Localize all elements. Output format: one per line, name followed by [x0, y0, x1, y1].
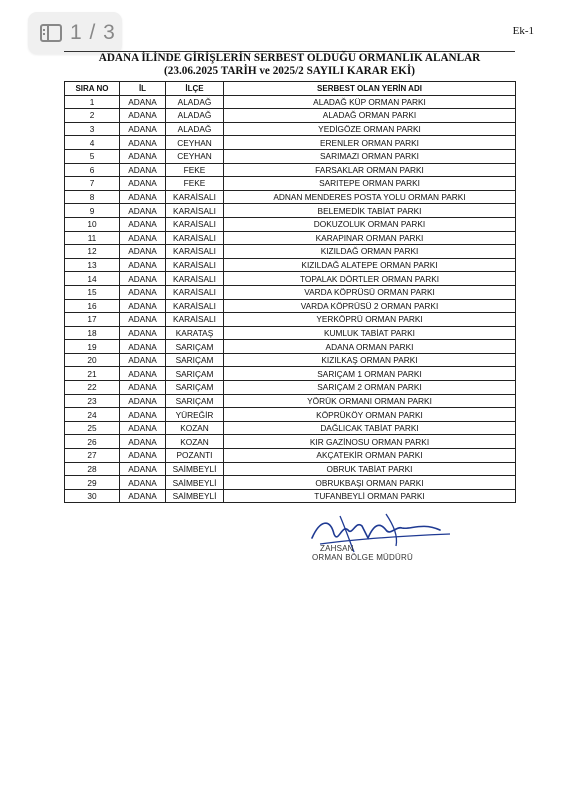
signature-block — [312, 544, 413, 562]
cell-yer-adi: YÖRÜK ORMANI ORMAN PARKI — [224, 394, 516, 408]
cell-ilce: YÜREĞİR — [166, 408, 224, 422]
cell-il: ADANA — [120, 367, 166, 381]
cell-yer-adi: OBRUKBAŞI ORMAN PARKI — [224, 476, 516, 490]
cell-sira-no: 16 — [65, 299, 120, 313]
cell-ilce: POZANTI — [166, 449, 224, 463]
signature-title: ORMAN BÖLGE MÜDÜRÜ — [312, 553, 413, 562]
cell-sira-no: 5 — [65, 149, 120, 163]
table-row — [65, 231, 516, 245]
table-row — [65, 313, 516, 327]
cell-ilce: KARAİSALI — [166, 285, 224, 299]
cell-sira-no: 1 — [65, 95, 120, 109]
cell-ilce: KOZAN — [166, 435, 224, 449]
table-row — [65, 381, 516, 395]
cell-yer-adi: SARIMAZI ORMAN PARKI — [224, 149, 516, 163]
cell-ilce: KARAİSALI — [166, 258, 224, 272]
cell-yer-adi: DOKUZOLUK ORMAN PARKI — [224, 217, 516, 231]
cell-ilce: KOZAN — [166, 421, 224, 435]
cell-yer-adi: KIZILDAĞ ALATEPE ORMAN PARKI — [224, 258, 516, 272]
cell-sira-no: 21 — [65, 367, 120, 381]
title-line-2: (23.06.2025 TARİH ve 2025/2 SAYILI KARAR EKİ) — [164, 65, 415, 77]
cell-yer-adi: AKÇATEKİR ORMAN PARKI — [224, 449, 516, 463]
cell-il: ADANA — [120, 258, 166, 272]
sidebar-toggle-icon[interactable] — [40, 24, 62, 42]
table-row — [65, 285, 516, 299]
table-row — [65, 163, 516, 177]
cell-sira-no: 8 — [65, 190, 120, 204]
cell-yer-adi: FARSAKLAR ORMAN PARKI — [224, 163, 516, 177]
table-row — [65, 204, 516, 218]
cell-ilce: ALADAĞ — [166, 95, 224, 109]
cell-ilce: SAİMBEYLİ — [166, 462, 224, 476]
cell-ilce: KARAİSALI — [166, 313, 224, 327]
cell-il: ADANA — [120, 190, 166, 204]
cell-sira-no: 28 — [65, 462, 120, 476]
cell-il: ADANA — [120, 285, 166, 299]
cell-il: ADANA — [120, 381, 166, 395]
cell-yer-adi: TUFANBEYLİ ORMAN PARKI — [224, 489, 516, 503]
table-body — [65, 95, 516, 503]
cell-yer-adi: KIZILKAŞ ORMAN PARKI — [224, 353, 516, 367]
cell-sira-no: 11 — [65, 231, 120, 245]
cell-il: ADANA — [120, 449, 166, 463]
cell-ilce: KARATAŞ — [166, 326, 224, 340]
cell-ilce: SARIÇAM — [166, 394, 224, 408]
cell-ilce: SARIÇAM — [166, 340, 224, 354]
cell-sira-no: 4 — [65, 136, 120, 150]
cell-sira-no: 12 — [65, 245, 120, 259]
cell-sira-no: 15 — [65, 285, 120, 299]
cell-ilce: SARIÇAM — [166, 381, 224, 395]
cell-yer-adi: KIR GAZİNOSU ORMAN PARKI — [224, 435, 516, 449]
cell-ilce: KARAİSALI — [166, 231, 224, 245]
column-header-sira-no: SIRA NO — [65, 82, 120, 96]
table-row — [65, 245, 516, 259]
cell-il: ADANA — [120, 489, 166, 503]
cell-yer-adi: VARDA KÖPRÜSÜ 2 ORMAN PARKI — [224, 299, 516, 313]
cell-yer-adi: ALADAĞ ORMAN PARKI — [224, 109, 516, 123]
cell-yer-adi: ADANA ORMAN PARKI — [224, 340, 516, 354]
table-header-row — [65, 82, 516, 96]
cell-ilce: KARAİSALI — [166, 204, 224, 218]
cell-il: ADANA — [120, 313, 166, 327]
table-row — [65, 476, 516, 490]
table-row — [65, 177, 516, 191]
annex-label: Ek-1 — [512, 25, 534, 37]
signature-name: ZAHSAN — [320, 544, 354, 553]
cell-sira-no: 22 — [65, 381, 120, 395]
title-line-1: ADANA İLİNDE GİRİŞLERİN SERBEST OLDUĞU ORMANLIK ALANLAR — [98, 52, 481, 64]
cell-il: ADANA — [120, 408, 166, 422]
cell-sira-no: 3 — [65, 122, 120, 136]
cell-yer-adi: OBRUK TABİAT PARKI — [224, 462, 516, 476]
cell-sira-no: 23 — [65, 394, 120, 408]
cell-sira-no: 17 — [65, 313, 120, 327]
table-row — [65, 353, 516, 367]
document-title — [64, 52, 515, 78]
table-row — [65, 136, 516, 150]
table-row — [65, 449, 516, 463]
page-counter: 1 / 3 — [70, 21, 116, 44]
cell-sira-no: 29 — [65, 476, 120, 490]
cell-il: ADANA — [120, 421, 166, 435]
cell-yer-adi: KIZILDAĞ ORMAN PARKI — [224, 245, 516, 259]
table-row — [65, 190, 516, 204]
cell-yer-adi: KÖPRÜKÖY ORMAN PARKI — [224, 408, 516, 422]
cell-sira-no: 30 — [65, 489, 120, 503]
cell-ilce: CEYHAN — [166, 136, 224, 150]
cell-sira-no: 13 — [65, 258, 120, 272]
cell-sira-no: 2 — [65, 109, 120, 123]
table-row — [65, 435, 516, 449]
cell-il: ADANA — [120, 245, 166, 259]
cell-sira-no: 14 — [65, 272, 120, 286]
cell-yer-adi: ALADAĞ KÜP ORMAN PARKI — [224, 95, 516, 109]
cell-yer-adi: YERKÖPRÜ ORMAN PARKI — [224, 313, 516, 327]
cell-ilce: SARIÇAM — [166, 367, 224, 381]
cell-sira-no: 6 — [65, 163, 120, 177]
cell-ilce: KARAİSALI — [166, 299, 224, 313]
cell-sira-no: 24 — [65, 408, 120, 422]
table-row — [65, 394, 516, 408]
table-row — [65, 109, 516, 123]
table-row — [65, 367, 516, 381]
cell-yer-adi: ADNAN MENDERES POSTA YOLU ORMAN PARKI — [224, 190, 516, 204]
cell-sira-no: 9 — [65, 204, 120, 218]
table-row — [65, 122, 516, 136]
cell-il: ADANA — [120, 435, 166, 449]
cell-sira-no: 27 — [65, 449, 120, 463]
cell-yer-adi: SARIÇAM 2 ORMAN PARKI — [224, 381, 516, 395]
table-row — [65, 149, 516, 163]
cell-sira-no: 20 — [65, 353, 120, 367]
cell-yer-adi: YEDİGÖZE ORMAN PARKI — [224, 122, 516, 136]
cell-ilce: ALADAĞ — [166, 109, 224, 123]
column-header-il: İL — [120, 82, 166, 96]
cell-ilce: FEKE — [166, 163, 224, 177]
forest-areas-table — [64, 81, 516, 503]
cell-ilce: FEKE — [166, 177, 224, 191]
cell-il: ADANA — [120, 109, 166, 123]
table-row — [65, 95, 516, 109]
cell-yer-adi: ERENLER ORMAN PARKI — [224, 136, 516, 150]
cell-yer-adi: DAĞLICAK TABİAT PARKI — [224, 421, 516, 435]
cell-ilce: ALADAĞ — [166, 122, 224, 136]
cell-il: ADANA — [120, 353, 166, 367]
cell-ilce: KARAİSALI — [166, 217, 224, 231]
cell-il: ADANA — [120, 95, 166, 109]
cell-il: ADANA — [120, 177, 166, 191]
cell-il: ADANA — [120, 272, 166, 286]
table-row — [65, 217, 516, 231]
table-row — [65, 272, 516, 286]
cell-sira-no: 26 — [65, 435, 120, 449]
table-row — [65, 299, 516, 313]
page-indicator-badge[interactable] — [28, 12, 122, 54]
cell-il: ADANA — [120, 149, 166, 163]
cell-sira-no: 19 — [65, 340, 120, 354]
cell-il: ADANA — [120, 476, 166, 490]
cell-ilce: KARAİSALI — [166, 190, 224, 204]
cell-ilce: CEYHAN — [166, 149, 224, 163]
cell-il: ADANA — [120, 299, 166, 313]
cell-ilce: SAİMBEYLİ — [166, 489, 224, 503]
table-row — [65, 326, 516, 340]
cell-yer-adi: TOPALAK DÖRTLER ORMAN PARKI — [224, 272, 516, 286]
cell-ilce: SAİMBEYLİ — [166, 476, 224, 490]
cell-yer-adi: KUMLUK TABİAT PARKI — [224, 326, 516, 340]
cell-ilce: KARAİSALI — [166, 245, 224, 259]
cell-il: ADANA — [120, 136, 166, 150]
cell-il: ADANA — [120, 122, 166, 136]
cell-il: ADANA — [120, 394, 166, 408]
column-header-yer-adi: SERBEST OLAN YERİN ADI — [224, 82, 516, 96]
table-row — [65, 340, 516, 354]
cell-yer-adi: BELEMEDİK TABİAT PARKI — [224, 204, 516, 218]
cell-yer-adi: SARIÇAM 1 ORMAN PARKI — [224, 367, 516, 381]
cell-sira-no: 25 — [65, 421, 120, 435]
cell-il: ADANA — [120, 204, 166, 218]
cell-ilce: SARIÇAM — [166, 353, 224, 367]
table-row — [65, 421, 516, 435]
cell-il: ADANA — [120, 340, 166, 354]
table-row — [65, 258, 516, 272]
cell-yer-adi: KARAPINAR ORMAN PARKI — [224, 231, 516, 245]
table-row — [65, 462, 516, 476]
cell-il: ADANA — [120, 231, 166, 245]
cell-il: ADANA — [120, 462, 166, 476]
cell-il: ADANA — [120, 217, 166, 231]
cell-il: ADANA — [120, 163, 166, 177]
cell-yer-adi: VARDA KÖPRÜSÜ ORMAN PARKI — [224, 285, 516, 299]
cell-il: ADANA — [120, 326, 166, 340]
cell-ilce: KARAİSALI — [166, 272, 224, 286]
cell-sira-no: 7 — [65, 177, 120, 191]
table-row — [65, 408, 516, 422]
cell-yer-adi: SARITEPE ORMAN PARKI — [224, 177, 516, 191]
column-header-ilce: İLÇE — [166, 82, 224, 96]
cell-sira-no: 10 — [65, 217, 120, 231]
cell-sira-no: 18 — [65, 326, 120, 340]
